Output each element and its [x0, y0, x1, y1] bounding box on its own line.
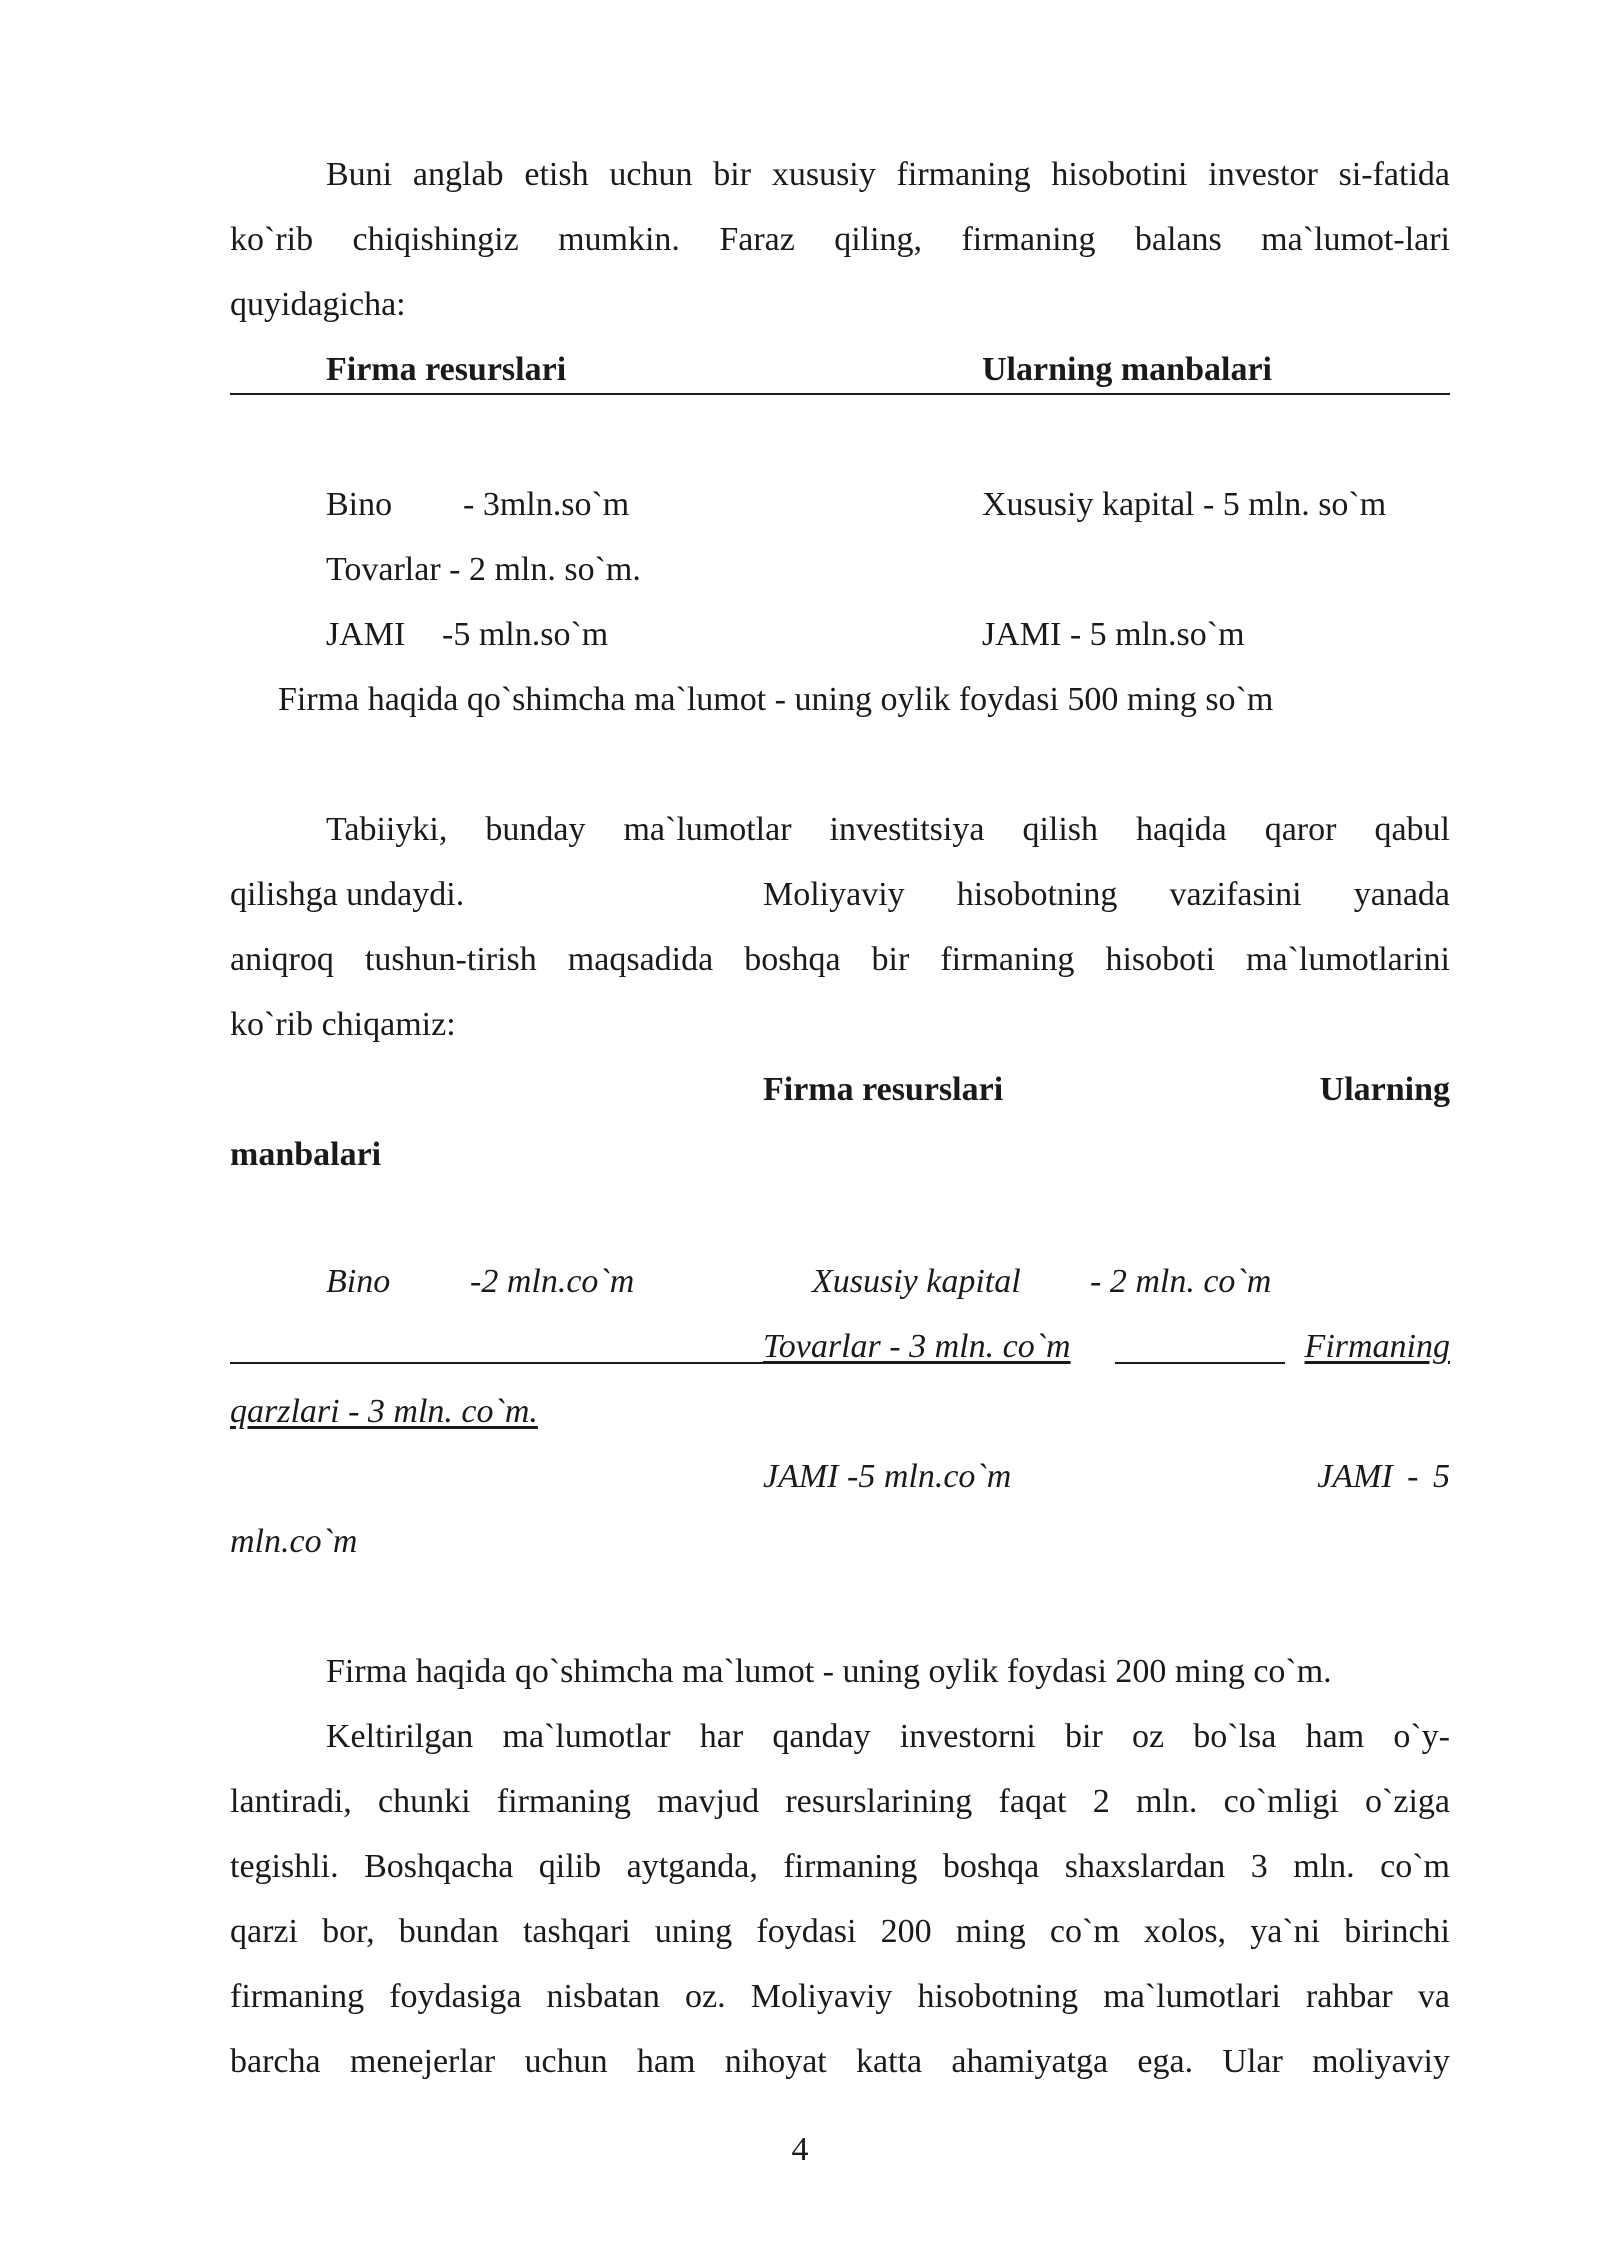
table1-row1-right: Xususiy kapital - 5 mln. so`m	[982, 486, 1387, 523]
table2-header-right-b: manbalari	[230, 1136, 382, 1173]
table2-row1-right-label: Xususiy kapital	[812, 1263, 1021, 1300]
para3-line-1: Keltirilgan ma`lumotlar har qanday investorni bir oz bo`lsa ham o`y-	[326, 1718, 1450, 1755]
para1-line-3: quyidagicha:	[230, 286, 406, 323]
table2-row1-label: Bino	[326, 1263, 391, 1300]
table1-header-right: Ularning manbalari	[982, 351, 1272, 388]
table2-header-left: Firma resurslari	[763, 1071, 1004, 1108]
table2-row3-right-b: mln.co`m	[230, 1523, 358, 1560]
para3-line-5: firmaning foydasiga nisbatan oz. Moliyaviy hisobotning ma`lumotlari rahbar va	[230, 1978, 1450, 2015]
para1-line-2: ko`rib chiqishingiz mumkin. Faraz qiling, firmaning balans ma`lumot-lari	[230, 221, 1450, 258]
table2-row2-left: Tovarlar - 3 mln. co`m	[763, 1328, 1071, 1365]
table1-row3-right: JAMI - 5 mln.so`m	[982, 616, 1245, 653]
page-number: 4	[791, 2131, 809, 2168]
table1-header-rule	[230, 393, 1450, 395]
table2-left-rule	[230, 1362, 763, 1364]
para2-line-2-left: qilishga undaydi.	[230, 876, 465, 913]
table1-row1-left-value: - 3mln.so`m	[463, 486, 630, 523]
para3-line-2: lantiradi, chunki firmaning mavjud resurslarining faqat 2 mln. co`mligi o`ziga	[230, 1783, 1450, 1820]
table1-row3-left-label: JAMI	[326, 616, 406, 653]
para2-line-3: aniqroq tushun-tirish maqsadida boshqa bir firmaning hisoboti ma`lumotlarini	[230, 941, 1450, 978]
para2-line-1: Tabiiyki, bunday ma`lumotlar investitsiya qilish haqida qaror qabul	[326, 811, 1450, 848]
table1-row2-left: Tovarlar - 2 mln. so`m.	[326, 551, 641, 588]
table2-row2-right-b: qarzlari - 3 mln. co`m.	[230, 1393, 538, 1430]
note2: Firma haqida qo`shimcha ma`lumot - uning oylik foydasi 200 ming co`m.	[326, 1653, 1332, 1690]
para2-line-4: ko`rib chiqamiz:	[230, 1006, 456, 1043]
table2-row1-value: -2 mln.co`m	[470, 1263, 635, 1300]
para3-line-3: tegishli. Boshqacha qilib aytganda, firmaning boshqa shaxslardan 3 mln. co`m	[230, 1848, 1450, 1885]
para1-line-1: Buni anglab etish uchun bir xususiy firmaning hisobotini investor si-fatida	[326, 156, 1450, 193]
table2-mid-rule	[1115, 1362, 1285, 1364]
table1-header-left: Firma resurslari	[326, 351, 567, 388]
para2-line-2-right: Moliyaviy hisobotning vazifasini yanada	[763, 876, 1450, 913]
table2-row2-right-a: Firmaning	[1304, 1328, 1450, 1365]
para3-line-4: qarzi bor, bundan tashqari uning foydasi 200 ming co`m xolos, ya`ni birinchi	[230, 1913, 1450, 1950]
table1-row3-left-value: -5 mln.so`m	[442, 616, 609, 653]
table2-row3-right-a: JAMI - 5	[1317, 1458, 1450, 1495]
table2-row1-right-value: - 2 mln. co`m	[1090, 1263, 1272, 1300]
note1: Firma haqida qo`shimcha ma`lumot - uning oylik foydasi 500 ming so`m	[278, 681, 1274, 718]
para3-line-6: barcha menejerlar uchun ham nihoyat katta ahamiyatga ega. Ular moliyaviy	[230, 2043, 1450, 2080]
table2-row3-left: JAMI -5 mln.co`m	[763, 1458, 1012, 1495]
table2-header-right-a: Ularning	[1319, 1071, 1450, 1108]
table1-row1-left-label: Bino	[326, 486, 393, 523]
